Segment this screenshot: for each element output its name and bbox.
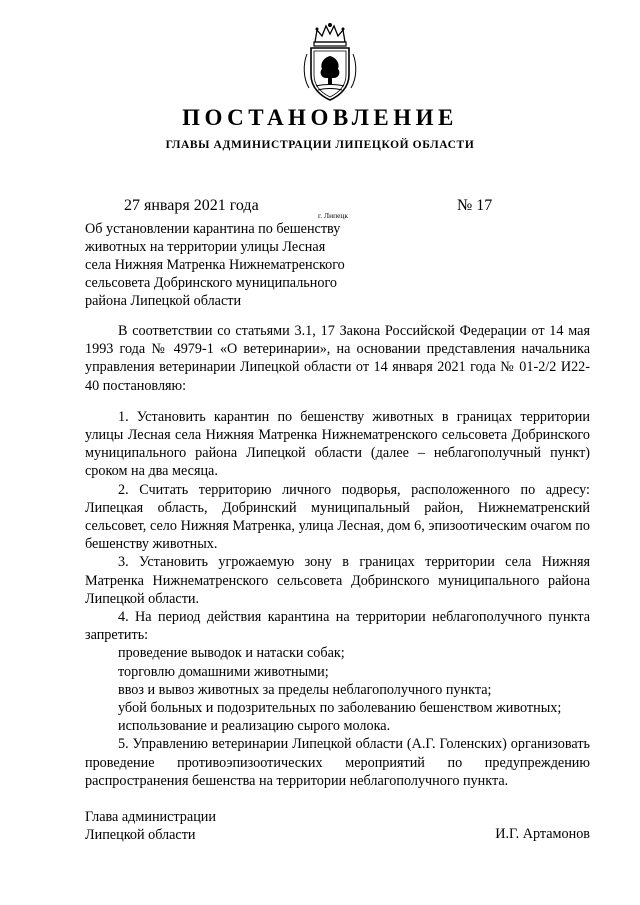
prohibition-item: проведение выводок и натаски собак; bbox=[118, 645, 345, 662]
document-title: ПОСТАНОВЛЕНИЕ bbox=[182, 105, 458, 130]
signature-position-line: Липецкой области bbox=[85, 827, 196, 843]
item-paragraph-2: 2. Считать территорию личного подворья, расположенного по адресу: Липецкая область, Добринский муниципальный район, Нижнематренский сельсовет, село Нижняя Матренка, улица Лесная, дом 6, эпизоотическим очагом по бешенству животных. bbox=[85, 481, 590, 553]
item-paragraph-4: 4. На период действия карантина на территории неблагополучного пункта запретить: bbox=[85, 609, 590, 644]
item-paragraph-5: 5. Управлению ветеринарии Липецкой области (А.Г. Голенских) организовать проведение противоэпизоотических мероприятий по предупреждению распространения бешенства на территории неблагополучного пункта. bbox=[85, 736, 590, 789]
document-date: 27 января 2021 года bbox=[124, 197, 259, 214]
prohibition-item: убой больных и подозрительных по заболеванию бешенством животных; bbox=[118, 700, 562, 717]
subject-line: села Нижняя Матренка Нижнематренского bbox=[85, 257, 345, 273]
subject-line: животных на территории улицы Лесная bbox=[85, 239, 326, 255]
document-subject bbox=[85, 220, 370, 310]
signature-position-line: Глава администрации bbox=[85, 809, 216, 825]
subject-line: района Липецкой области bbox=[85, 293, 242, 309]
item-paragraph-1: 1. Установить карантин по бешенству животных в границах территории улицы Лесная села Нижняя Матренка Нижнематренского сельсовета Добринского муниципального района Липецкой области (далее – неблагополучный пункт) сроком на два месяца. bbox=[85, 408, 590, 480]
prohibition-item: ввоз и вывоз животных за пределы неблагополучного пункта; bbox=[118, 681, 492, 698]
document-subtitle: ГЛАВЫ АДМИНИСТРАЦИИ ЛИПЕЦКОЙ ОБЛАСТИ bbox=[165, 139, 475, 151]
item-paragraph-3: 3. Установить угрожаемую зону в границах территории села Нижняя Матренка Нижнематренского сельсовета Добринского муниципального района Липецкой области. bbox=[85, 554, 590, 607]
coat-of-arms-emblem bbox=[301, 20, 359, 106]
prohibition-item: торговлю домашними животными; bbox=[118, 663, 329, 680]
document-body bbox=[85, 322, 590, 790]
prohibition-item: использование и реализацию сырого молока. bbox=[118, 718, 391, 735]
signature-name: И.Г. Артамонов bbox=[495, 826, 590, 842]
subject-line: Об установлении карантина по бешенству bbox=[85, 221, 341, 237]
subject-line: сельсовета Добринского муниципального bbox=[85, 275, 338, 291]
document-number: № 17 bbox=[457, 197, 493, 214]
preamble-paragraph: В соответствии со статьями 3.1, 17 Закона Российской Федерации от 14 мая 1993 года № 4979-1 «О ветеринарии», на основании представления начальника управления ветеринарии Липецкой области от 14 января 2021 года № 01-2/2 И22-40 постановляю: bbox=[85, 323, 590, 394]
signature-position bbox=[85, 808, 216, 844]
document-city: г. Липецк bbox=[318, 211, 349, 220]
